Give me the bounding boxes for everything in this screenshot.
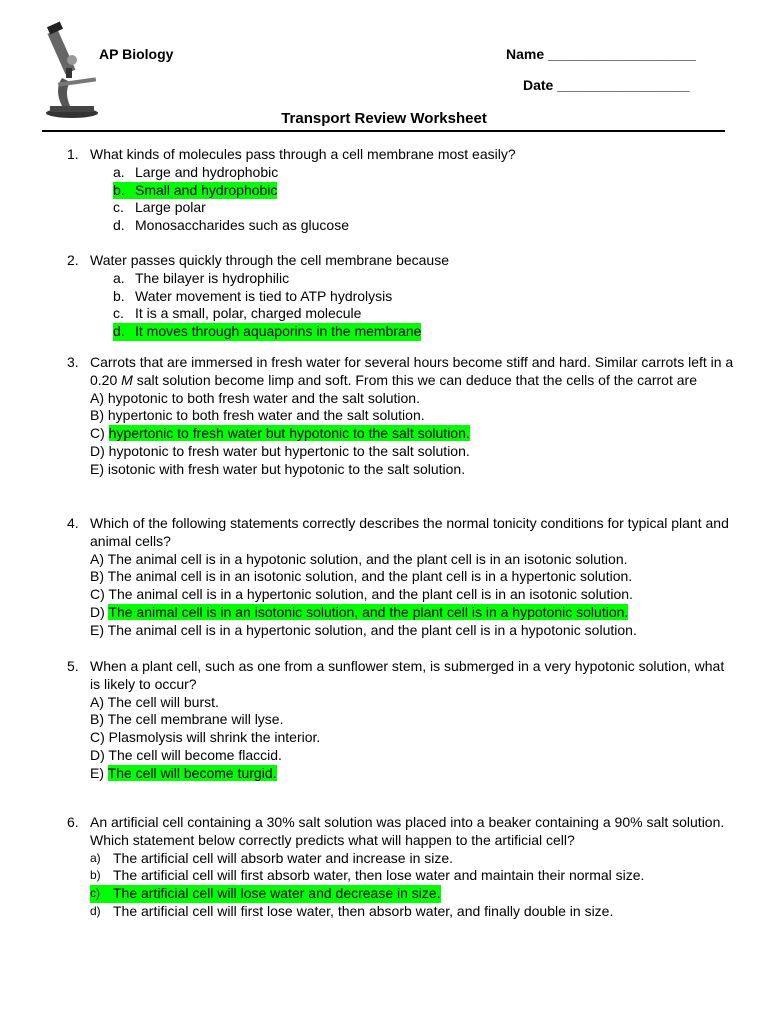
microscope-icon	[40, 20, 110, 120]
answer-option[interactable]: C) Plasmolysis will shrink the interior.	[90, 729, 321, 746]
answer-option[interactable]: c. It is a small, polar, charged molecule	[113, 305, 362, 322]
answer-option[interactable]: B) hypertonic to both fresh water and the salt solution.	[90, 407, 425, 424]
answer-option[interactable]: E) The animal cell is in a hypertonic solution, and the plant cell is in a hypotonic solution.	[90, 621, 637, 638]
question-stem: Water passes quickly through the cell membrane because	[90, 252, 449, 268]
answer-option[interactable]: D) hypotonic to fresh water but hypertonic to the salt solution.	[90, 442, 470, 459]
header-divider	[42, 130, 725, 132]
answer-option[interactable]: E) isotonic with fresh water but hypotonic to the salt solution.	[90, 460, 466, 477]
question-6	[67, 814, 737, 921]
answer-option-highlighted[interactable]: c) The artificial cell will lose water and decrease in size.	[90, 885, 441, 902]
answer-option[interactable]: a. Large and hydrophobic	[113, 163, 279, 180]
answer-option-highlighted[interactable]: D) The animal cell is in an isotonic solution, and the plant cell is in a hypotonic solution.	[90, 603, 629, 620]
question-stem: Which of the following statements correctly describes the normal tonicity conditions for typical plant and animal cells?	[90, 515, 729, 549]
answer-option-highlighted[interactable]: E) The cell will become turgid.	[90, 764, 277, 781]
answer-option-highlighted[interactable]: b. Small and hydrophobic	[113, 181, 278, 198]
answer-option[interactable]: d. Monosaccharides such as glucose	[113, 217, 350, 234]
question-number: 2.	[67, 252, 79, 268]
question-number: 1.	[67, 146, 79, 162]
question-2	[67, 252, 737, 341]
answer-option[interactable]: b) The artificial cell will first absorb water, then lose water and maintain their normal size.	[90, 867, 645, 884]
answer-option-highlighted[interactable]: d. It moves through aquaporins in the membrane	[113, 323, 422, 340]
answer-option[interactable]: d) The artificial cell will first lose water, then absorb water, and finally double in size.	[90, 902, 614, 919]
answer-option[interactable]: A) The animal cell is in a hypotonic solution, and the plant cell is in an isotonic solution.	[90, 550, 628, 567]
question-number: 3.	[67, 354, 79, 370]
question-number: 5.	[67, 658, 79, 674]
name-field[interactable]: Name ___________________	[506, 46, 696, 62]
answer-option[interactable]: D) The cell will become flaccid.	[90, 746, 282, 763]
answer-option[interactable]: B) The animal cell is in an isotonic solution, and the plant cell is in a hypertonic solution.	[90, 568, 633, 585]
answer-option[interactable]: a. The bilayer is hydrophilic	[113, 269, 290, 286]
answer-option[interactable]: C) The animal cell is in a hypertonic solution, and the plant cell is in an isotonic solution.	[90, 586, 633, 603]
question-5	[67, 658, 737, 783]
answer-option[interactable]: b. Water movement is tied to ATP hydrolysis	[113, 287, 393, 304]
question-3	[67, 354, 737, 479]
answer-option-highlighted[interactable]: C) hypertonic to fresh water but hypotonic to the salt solution.	[90, 425, 470, 442]
question-number: 4.	[67, 515, 79, 531]
answer-option[interactable]: B) The cell membrane will lyse.	[90, 711, 284, 728]
answer-option[interactable]: c. Large polar	[113, 199, 206, 216]
question-stem: When a plant cell, such as one from a sunflower stem, is submerged in a very hypotonic solution, what is likely to occur?	[90, 658, 725, 692]
question-4	[67, 515, 737, 640]
page-title: Transport Review Worksheet	[281, 110, 487, 127]
question-stem: An artificial cell containing a 30% salt solution was placed into a beaker containing a 90% salt solution. Which statement below correctly predicts what will happen to the artificial cell?	[90, 814, 725, 848]
question-stem: Carrots that are immersed in fresh water for several hours become stiff and hard. Similar carrots left in a 0.20 M salt solution become limp and soft. From this we can deduce that the cells of the carrot are	[90, 354, 734, 388]
question-stem: What kinds of molecules pass through a cell membrane most easily?	[90, 146, 516, 162]
date-field[interactable]: Date _________________	[523, 77, 690, 93]
answer-option[interactable]: A) hypotonic to both fresh water and the salt solution.	[90, 389, 420, 406]
question-1	[67, 146, 737, 235]
answer-option[interactable]: A) The cell will burst.	[90, 693, 219, 710]
question-number: 6.	[67, 814, 79, 830]
course-label: AP Biology	[99, 46, 174, 62]
answer-option[interactable]: a) The artificial cell will absorb water and increase in size.	[90, 849, 454, 866]
